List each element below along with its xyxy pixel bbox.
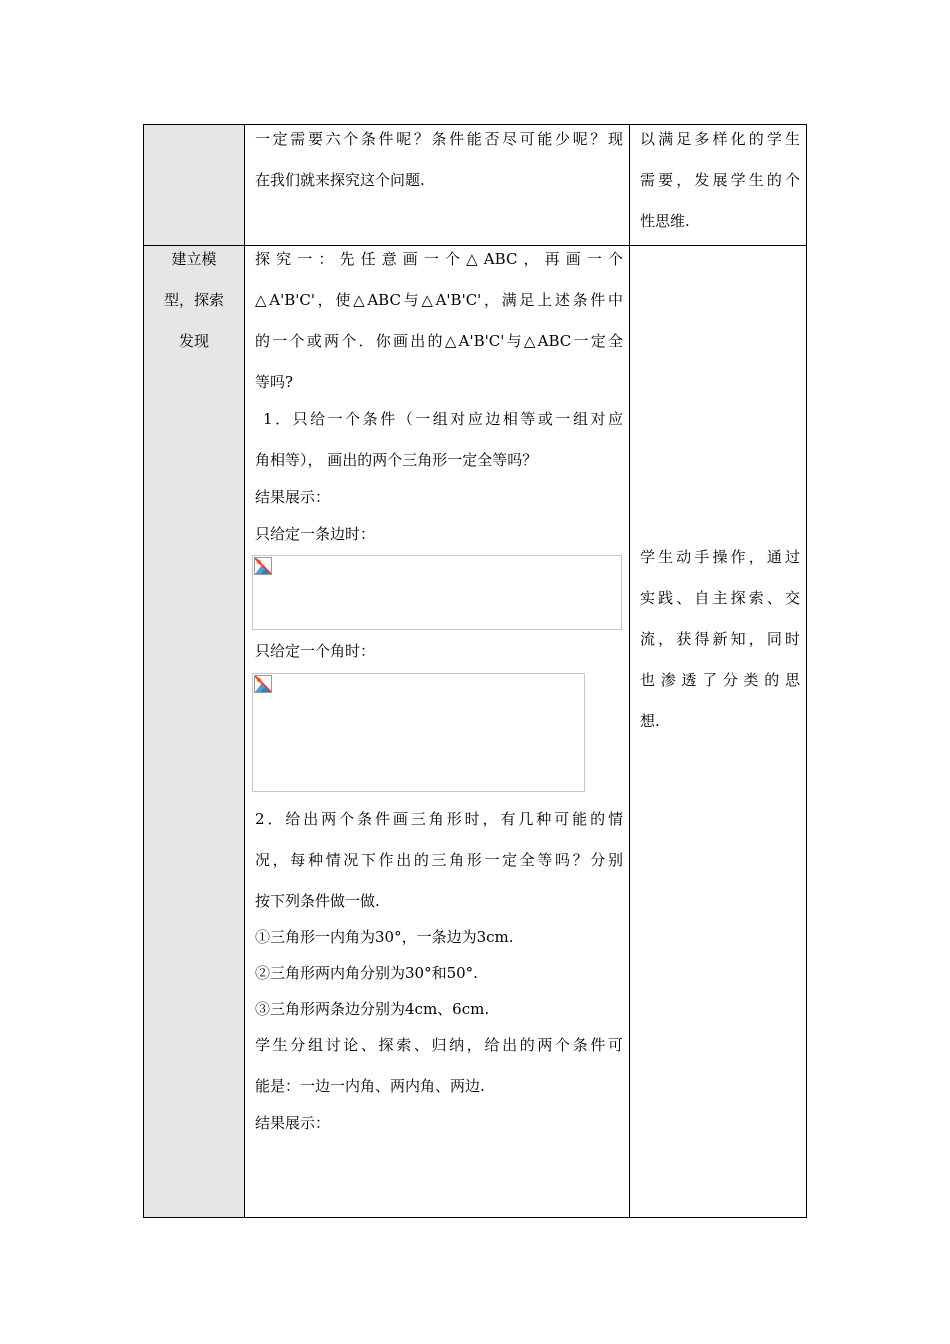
text-line: 一定需要六个条件呢？条件能否尽可能少呢？现 <box>255 130 623 148</box>
one-side-caption: 只给定一条边时： <box>255 525 376 543</box>
text-line: 按下列条件做一做. <box>255 892 380 910</box>
condition-2: ②三角形两内角分别为30°和50°. <box>255 964 478 982</box>
text-line: 需要，发展学生的个 <box>640 171 800 189</box>
label-line: 型，探索 <box>163 291 224 309</box>
inquiry-paragraph <box>255 239 623 403</box>
two-condition-question <box>255 799 623 922</box>
discussion-paragraph <box>255 1025 623 1107</box>
text-line: 能是：一边一内角、两内角、两边. <box>255 1077 485 1095</box>
text-line: 况，每种情况下作出的三角形一定全等吗？分别 <box>255 851 623 869</box>
text-line: 想. <box>640 712 660 730</box>
label-line: 建立模 <box>171 250 217 268</box>
text-line: △A'B'C'，使△ABC与△A'B'C'，满足上述条件中 <box>255 291 623 309</box>
stage-label <box>144 239 244 362</box>
broken-image-icon <box>254 675 272 693</box>
text-line: 以满足多样化的学生 <box>640 130 800 148</box>
top-side-text <box>640 119 800 242</box>
broken-image-icon <box>254 557 272 575</box>
label-line: 发现 <box>178 332 209 350</box>
text-line: 等吗? <box>255 373 294 391</box>
text-line: 也渗透了分类的思 <box>640 671 800 689</box>
result-heading: 结果展示： <box>255 488 331 506</box>
image-placeholder <box>252 555 622 630</box>
text-line: 1．只给一个条件（一组对应边相等或一组对应 <box>263 410 623 428</box>
column-divider <box>629 125 630 1217</box>
design-intent-text <box>640 537 800 742</box>
text-line: 的一个或两个．你画出的△A'B'C'与△ABC一定全 <box>255 332 623 350</box>
image-placeholder <box>252 673 585 792</box>
one-condition-question <box>255 399 623 481</box>
text-line: 学生动手操作，通过 <box>640 548 800 566</box>
lesson-table <box>143 124 807 1218</box>
text-line: 性思维. <box>640 212 690 230</box>
result-heading: 结果展示： <box>255 1114 331 1132</box>
text-line: 流，获得新知，同时 <box>640 630 800 648</box>
condition-1: ①三角形一内角为30°，一条边为3cm. <box>255 928 514 946</box>
top-main-text <box>255 119 623 201</box>
text-line: 角相等）， 画出的两个三角形一定全等吗？ <box>255 451 538 469</box>
text-line: 在我们就来探究这个问题. <box>255 171 425 189</box>
condition-3: ③三角形两条边分别为4cm、6cm. <box>255 1000 490 1018</box>
one-angle-caption: 只给定一个角时： <box>255 642 376 660</box>
text-line: 探究一：先任意画一个△ABC，再画一个 <box>255 250 623 268</box>
text-line: 2．给出两个条件画三角形时，有几种可能的情 <box>255 810 623 828</box>
text-line: 实践、自主探索、交 <box>640 589 800 607</box>
text-line: 学生分组讨论、探索、归纳，给出的两个条件可 <box>255 1036 623 1054</box>
